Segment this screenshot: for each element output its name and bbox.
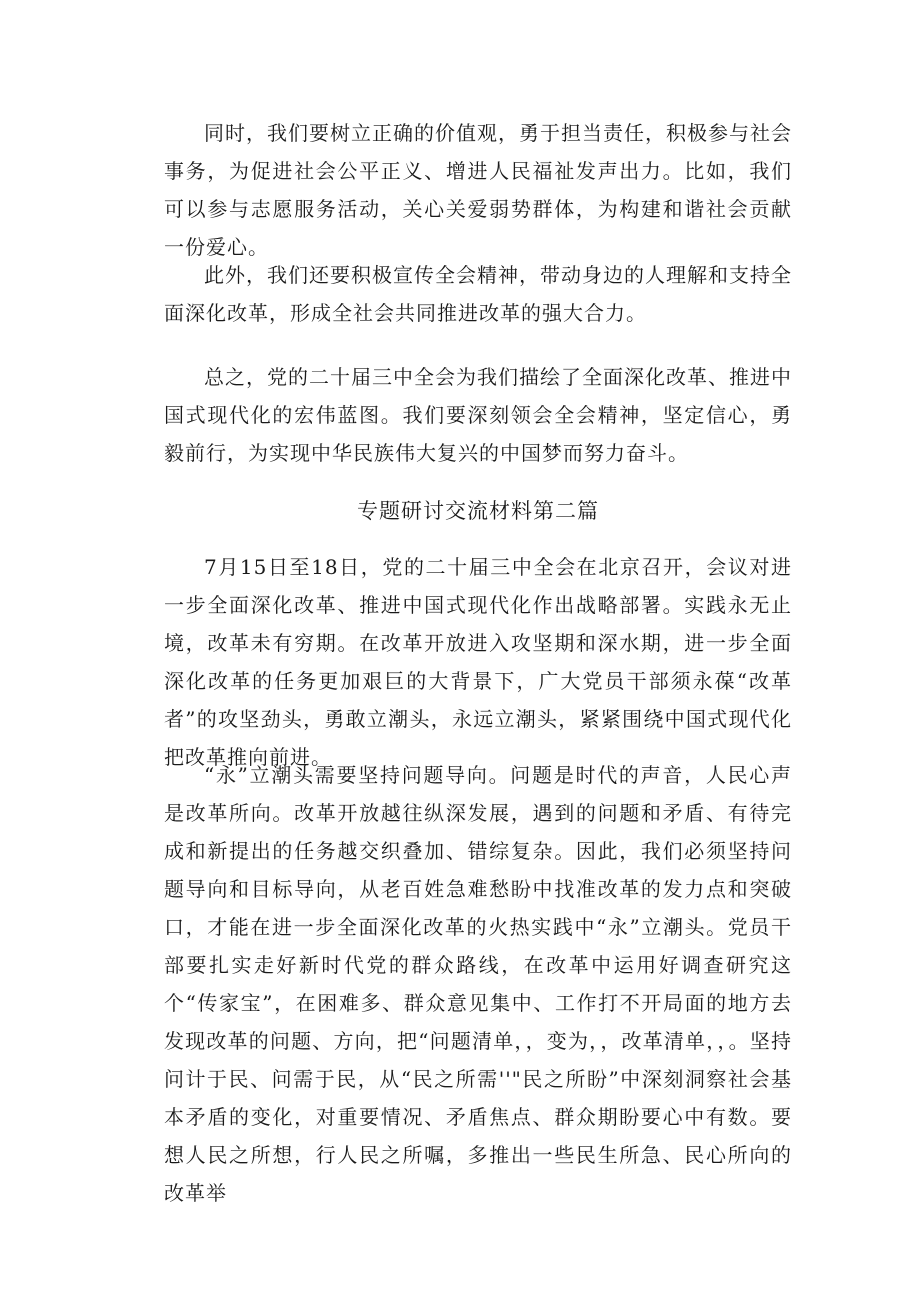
paragraph-problem-orientation: “永”立潮头需要坚持问题导向。问题是时代的声音，人民心声是改革所向。改革开放越往纵深发展，遇到的问题和矛盾、有待完成和新提出的任务越交织叠加、错综复杂。因此，我们必须坚持问题导向和目标导向，从老百姓急难愁盼中找准改革的发力点和突破口，才能在进一步全面深化改革的火热实践中“永”立潮头。党员干部要扎实走好新时代党的群众路线，在改革中运用好调查研究这个“传家宝”，在困难多、群众意见集中、工作打不开局面的地方去发现改革的问题、方向，把“问题清单，，变为，，改革清单，，。坚持问计于民、问需于民，从“民之所需''"民之所盼”中深刻洞察社会基本矛盾的变化，对重要情况、矛盾焦点、群众期盼要心中有数。要想人民之所想，行人民之所嘱，多推出一些民生所急、民心所向的改革举: [164, 763, 792, 1205]
paragraph-promote-spirit: 此外，我们还要积极宣传全会精神，带动身边的人理解和支持全面深化改革，形成全社会共同推进改革的强大合力。: [164, 263, 792, 325]
paragraph-conclusion: 总之，党的二十届三中全会为我们描绘了全面深化改革、推进中国式现代化的宏伟蓝图。我们要深刻领会全会精神，坚定信心，勇毅前行，为实现中华民族伟大复兴的中国梦而努力奋斗。: [164, 365, 792, 465]
paragraph-plenum-intro: 7月15日至18日，党的二十届三中全会在北京召开，会议对进一步全面深化改革、推进中国式现代化作出战略部署。实践永无止境，改革未有穷期。在改革开放进入攻坚期和深水期，进一步全面深化改革的任务更加艰巨的大背景下，广大党员干部须永葆“改革者”的攻坚劲头，勇敢立潮头，永远立潮头，紧紧围绕中国式现代化把改革推向前进。: [164, 555, 792, 769]
section-title: 专题研讨交流材料第二篇: [357, 499, 599, 523]
paragraph-values: 同时，我们要树立正确的价值观，勇于担当责任，积极参与社会事务，为促进社会公平正义、增进人民福祉发声出力。比如，我们可以参与志愿服务活动，关心关爱弱势群体，为构建和谐社会贡献一份爱心。: [164, 121, 792, 259]
